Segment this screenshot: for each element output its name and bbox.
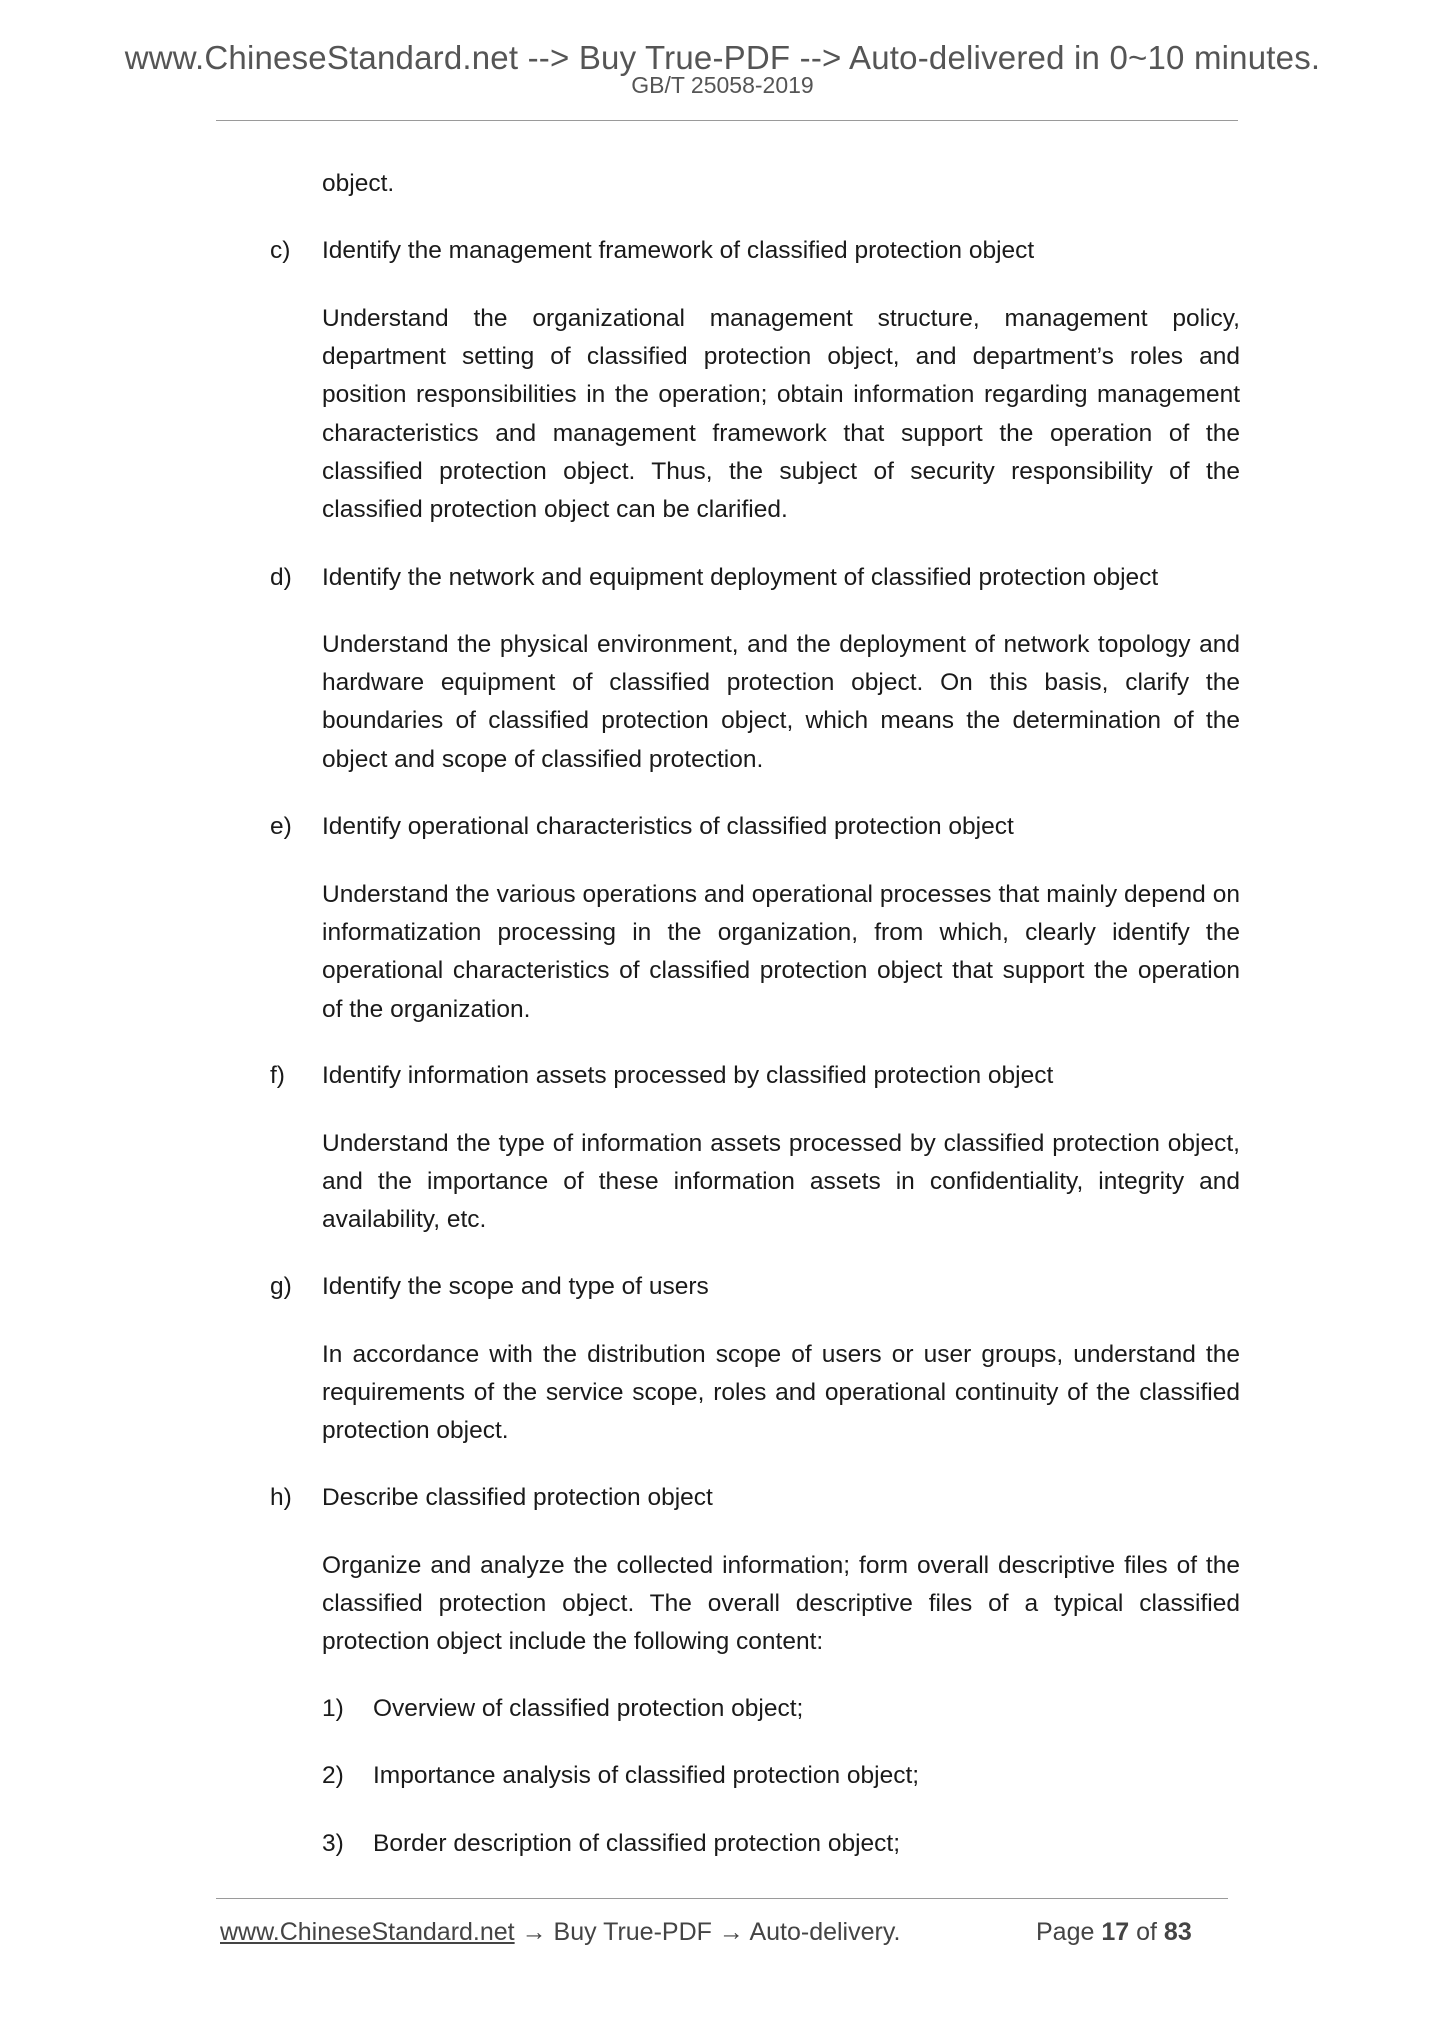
lead-text: object.: [322, 170, 395, 197]
sub-item-text: Importance analysis of classified protection object;: [373, 1762, 920, 1789]
sub-item-text: Overview of classified protection object;: [373, 1695, 804, 1722]
item-marker: e): [270, 813, 292, 840]
page-indicator: [1036, 1916, 1192, 1948]
sub-item-marker: 2): [322, 1762, 344, 1789]
standard-code: GB/T 25058-2019: [631, 72, 814, 98]
site-banner: www.ChineseStandard.net --> Buy True-PDF --> Auto-delivered in 0~10 minutes.: [124, 39, 1321, 76]
item-marker: g): [270, 1273, 292, 1300]
of-label: of: [1136, 1918, 1157, 1946]
item-marker: d): [270, 564, 292, 591]
item-marker: f): [270, 1062, 285, 1089]
footer-step-buy: Buy True-PDF: [553, 1918, 712, 1946]
footer-step-delivery: Auto-delivery.: [749, 1918, 901, 1946]
item-body: Understand the organizational management structure, management policy, department setting of classified protection object, and department’s roles and position responsibilities in the operation; obtain information regarding management characteristics and management framework that support the operation of the classified protection object. Thus, the subject of security responsibility of the classified protection object can be clarified.: [322, 305, 1240, 524]
page-number: 17: [1101, 1918, 1130, 1946]
footer-site-link[interactable]: www.ChineseStandard.net: [220, 1918, 515, 1946]
arrow-icon: →: [718, 1918, 744, 1946]
item-heading: Describe classified protection object: [322, 1484, 713, 1511]
item-body: Understand the physical environment, and the deployment of network topology and hardware equipment of classified protection object. On this basis, clarify the boundaries of classified protection object, which means the determination of the object and scope of classified protection.: [322, 631, 1240, 773]
header-divider: [216, 120, 1238, 121]
arrow-icon: →: [521, 1918, 547, 1946]
footer-divider: [216, 1898, 1228, 1899]
total-pages: 83: [1163, 1918, 1192, 1946]
sub-item-text: Border description of classified protection object;: [373, 1830, 901, 1857]
item-body: Understand the various operations and operational processes that mainly depend on informatization processing in the organization, from which, clearly identify the operational characteristics of classified protection object that support the operation of the organization.: [322, 881, 1240, 1023]
item-heading: Identify the network and equipment deployment of classified protection object: [322, 564, 1159, 591]
sub-item-marker: 1): [322, 1695, 344, 1722]
item-body: Understand the type of information assets processed by classified protection object, and the importance of these information assets in confidentiality, integrity and availability, etc.: [322, 1130, 1240, 1234]
item-heading: Identify the management framework of classified protection object: [322, 237, 1035, 264]
item-heading: Identify the scope and type of users: [322, 1273, 709, 1300]
item-heading: Identify operational characteristics of classified protection object: [322, 813, 1014, 840]
item-marker: h): [270, 1484, 292, 1511]
sub-item-marker: 3): [322, 1830, 344, 1857]
item-marker: c): [270, 237, 291, 264]
item-body: In accordance with the distribution scope of users or user groups, understand the requirements of the service scope, roles and operational continuity of the classified protection object.: [322, 1341, 1240, 1445]
item-body: Organize and analyze the collected information; form overall descriptive files of the classified protection object. The overall descriptive files of a typical classified protection object include the following content:: [322, 1552, 1240, 1656]
item-heading: Identify information assets processed by classified protection object: [322, 1062, 1054, 1089]
footer-purchase-line: [220, 1916, 900, 1948]
page-label: Page: [1036, 1918, 1095, 1946]
